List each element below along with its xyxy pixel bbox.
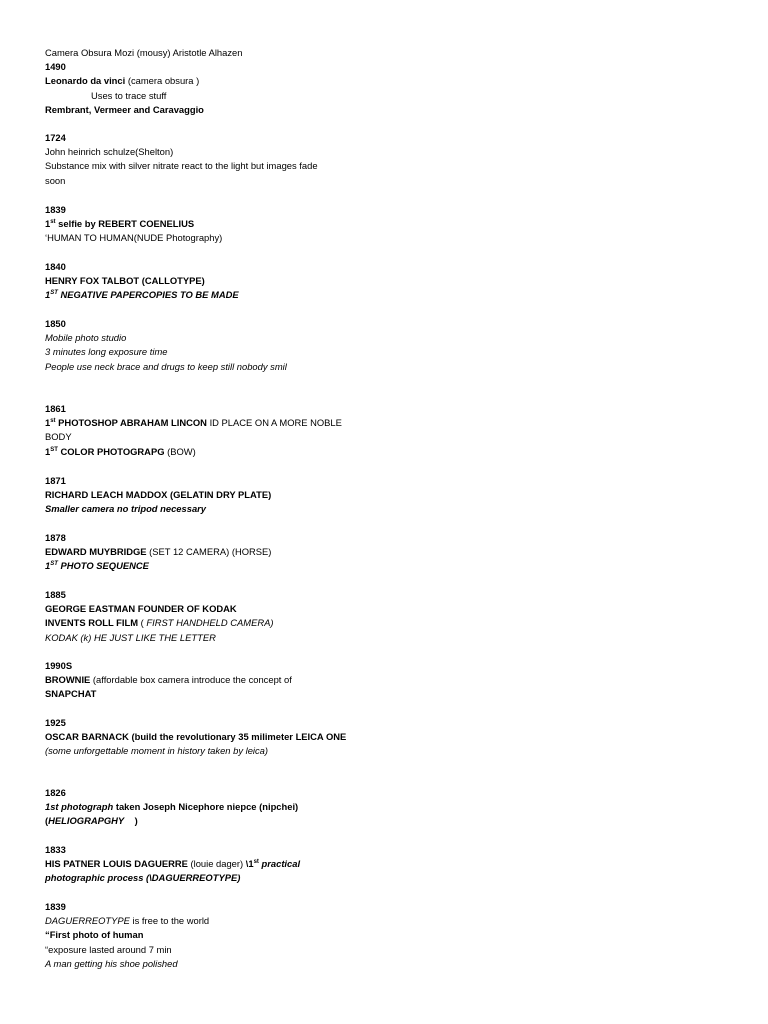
brownie-rest: (affordable box camera introduce the concept of <box>90 674 292 686</box>
tripod-line: Smaller camera no tripod necessary <box>45 503 207 515</box>
roll-film-italic: FIRST HANDHELD CAMERA) <box>146 617 274 629</box>
section-1885 <box>45 588 365 645</box>
photoshop-rest: ID PLACE ON A MORE NOBLE <box>206 417 342 429</box>
section-1826 <box>45 786 365 829</box>
year-1724: 1724 <box>45 132 66 143</box>
color-line <box>45 445 365 459</box>
daguerre-name: HIS PATNER LOUIS DAGUERRE <box>45 858 188 870</box>
year-1840: 1840 <box>45 261 66 272</box>
niepce-line <box>45 800 365 814</box>
negative-line <box>45 288 365 302</box>
selfie-num: 1 <box>45 218 51 230</box>
year-1990s: 1990S <box>45 660 73 671</box>
section-1878 <box>45 531 365 574</box>
schulze-line: John heinrich schulze(Shelton) <box>45 146 174 158</box>
section-1925 <box>45 716 365 759</box>
free-line <box>45 914 365 928</box>
heliograph-close: ) <box>124 815 138 827</box>
photoshop-bold: PHOTOSHOP ABRAHAM LINCON <box>55 417 207 429</box>
muybridge-line <box>45 545 365 559</box>
color-rest: (BOW) <box>164 445 196 457</box>
sequence-rest: PHOTO SEQUENCE <box>57 560 149 572</box>
year-1925: 1925 <box>45 717 66 728</box>
leonardo-note: (camera obsura ) <box>125 75 200 87</box>
eastman-line: GEORGE EASTMAN FOUNDER OF KODAK <box>45 603 237 615</box>
sequence-num: 1 <box>45 560 51 572</box>
barnack-rest: (build the revolutionary 35 milimeter LEICA ONE <box>128 731 347 743</box>
daguerre-line <box>45 857 365 871</box>
negative-sup: ST <box>50 290 58 297</box>
year-1833: 1833 <box>45 844 66 855</box>
kodak-line: KODAK (k) HE JUST LIKE THE LETTER <box>45 631 216 643</box>
photoshop-num: 1 <box>45 417 51 429</box>
year-1839a: 1839 <box>45 204 66 215</box>
sequence-sup: ST <box>50 561 58 568</box>
trace-line: Uses to trace stuff <box>91 89 167 101</box>
niepce-italic: 1st photograph <box>45 801 114 813</box>
section-1839a <box>45 203 365 246</box>
year-1490: 1490 <box>45 61 66 73</box>
body-line: BODY <box>45 431 72 443</box>
niepce-bold: taken Joseph Nicephore niepce (nipchei) <box>113 801 299 813</box>
photoshop-line <box>45 416 365 430</box>
section-1850 <box>45 317 365 374</box>
human-line: ‘HUMAN TO HUMAN(NUDE Photography) <box>45 232 223 244</box>
free-rest: is free to the world <box>129 915 210 927</box>
negative-rest: NEGATIVE PAPERCOPIES TO BE MADE <box>57 289 239 301</box>
year-1885: 1885 <box>45 589 66 600</box>
year-1826: 1826 <box>45 787 66 798</box>
year-1850: 1850 <box>45 318 66 329</box>
daguerre-num: \1 <box>245 858 254 870</box>
photoshop-sup: st <box>50 418 56 425</box>
roll-film-line <box>45 616 365 630</box>
roll-film-bold: INVENTS ROLL FILM <box>45 617 139 629</box>
muybridge-rest: (SET 12 CAMERA) (HORSE) <box>146 546 272 558</box>
selfie-sup: st <box>50 219 56 226</box>
shoe-line: A man getting his shoe polished <box>45 957 178 969</box>
brownie-bold: BROWNIE <box>45 674 91 686</box>
roll-film-paren: ( <box>138 617 147 629</box>
schulze-desc-2: soon <box>45 174 66 186</box>
talbot-line: HENRY FOX TALBOT (CALLOTYPE) <box>45 275 205 287</box>
barnack-name: OSCAR BARNACK <box>45 731 129 743</box>
heliograph-open: ( <box>45 815 49 827</box>
year-1878: 1878 <box>45 532 66 543</box>
section-1839b <box>45 900 365 971</box>
daguerre-note: (louie dager) <box>187 858 246 870</box>
section-1833 <box>45 843 365 886</box>
camera-obscura-line: Camera Obsura Mozi (mousy) Aristotle Alhazen <box>45 47 243 58</box>
first-human-line: “First photo of human <box>45 929 144 941</box>
process-line: photographic process (\DAGUERREOTYPE) <box>45 872 241 884</box>
studio-line: Mobile photo studio <box>45 332 127 344</box>
section-1871 <box>45 474 365 517</box>
seven-min-line: “exposure lasted around 7 min <box>45 943 172 955</box>
barnack-line <box>45 730 365 744</box>
year-1861: 1861 <box>45 403 66 414</box>
schulze-desc-1: Substance mix with silver nitrate react to the light but images fade <box>45 160 318 172</box>
year-1839b: 1839 <box>45 901 66 912</box>
daguerre-sup: st <box>253 859 259 866</box>
selfie-rest: selfie by REBERT COENELIUS <box>55 218 195 230</box>
selfie-line <box>45 217 365 231</box>
heliograph-line <box>45 814 365 828</box>
negative-num: 1 <box>45 289 51 301</box>
leonardo-name: Leonardo da vinci <box>45 75 126 87</box>
heliograph-word: HELIOGRAPGHY <box>48 815 125 827</box>
muybridge-name: EDWARD MUYBRIDGE <box>45 546 147 558</box>
leica-line: (some unforgettable moment in history taken by leica) <box>45 745 269 757</box>
daguerre-italic: practical <box>258 858 301 870</box>
color-bold: COLOR PHOTOGRAPG <box>57 445 165 457</box>
neck-brace-line: People use neck brace and drugs to keep still nobody smil <box>45 360 287 372</box>
leonardo-line <box>45 74 365 88</box>
color-sup: ST <box>50 446 58 453</box>
section-1724 <box>45 131 365 188</box>
intro-section <box>45 46 365 117</box>
maddox-line: RICHARD LEACH MADDOX (GELATIN DRY PLATE) <box>45 489 272 501</box>
color-num: 1 <box>45 445 51 457</box>
artists-line: Rembrant, Vermeer and Caravaggio <box>45 103 204 115</box>
exposure-line: 3 minutes long exposure time <box>45 346 168 358</box>
section-1840 <box>45 260 365 303</box>
sequence-line <box>45 559 365 573</box>
year-1871: 1871 <box>45 475 66 486</box>
brownie-line <box>45 673 365 687</box>
section-1990s <box>45 659 365 702</box>
section-1861 <box>45 402 365 459</box>
free-italic: DAGUERREOTYPE <box>45 915 130 927</box>
snapchat-line: SNAPCHAT <box>45 688 97 700</box>
